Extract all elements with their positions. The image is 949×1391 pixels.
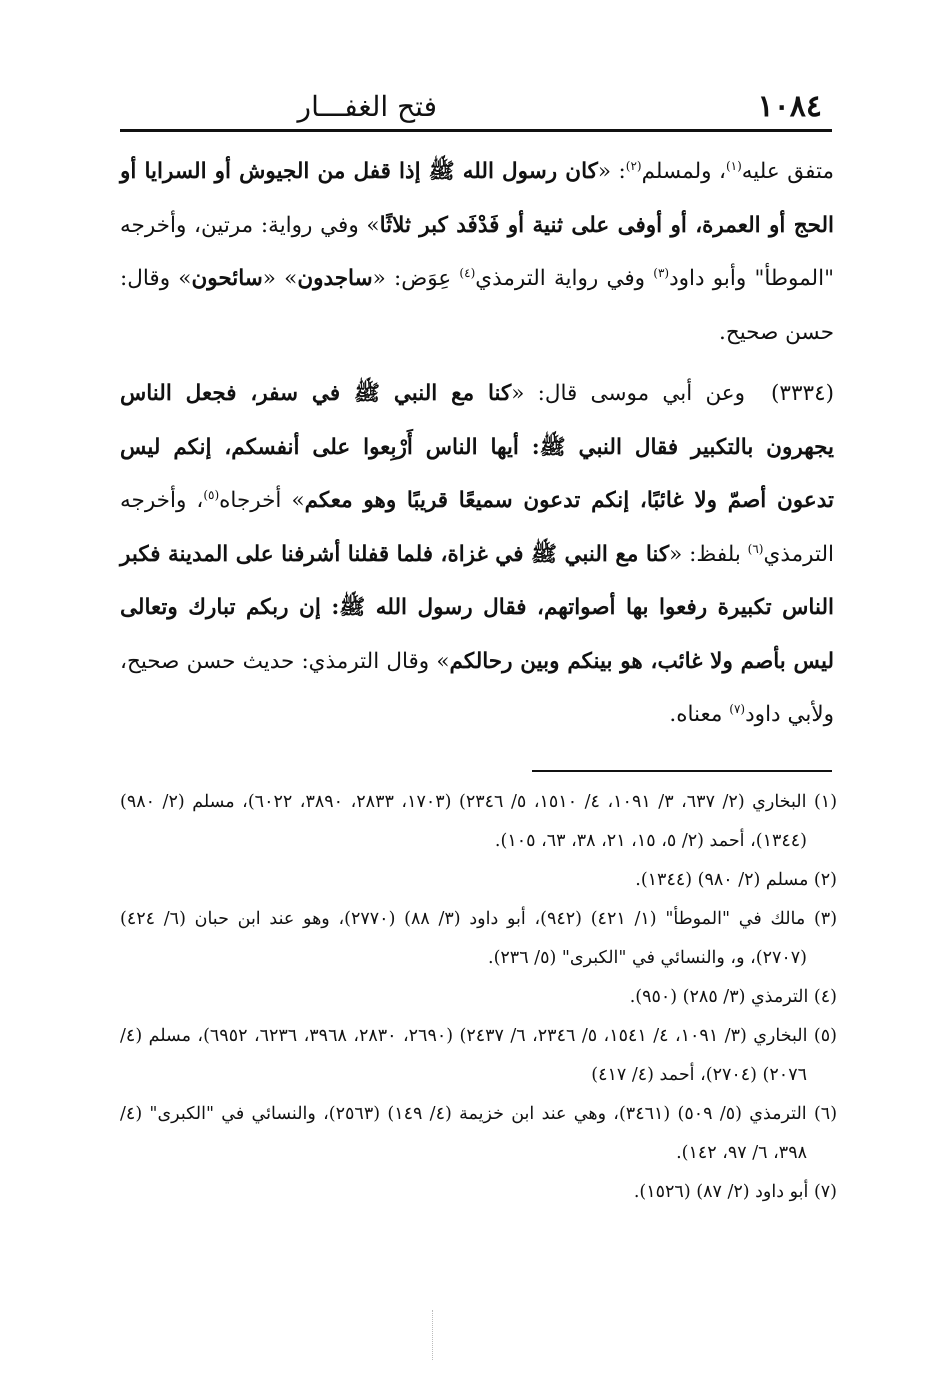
footnote-ref: (٢) xyxy=(625,158,642,173)
hadith-text: كان رسول الله ﷺ إذا قفل من الجيوش أو السرايا أو الحج أو العمرة، أو أوفى على ثنية أو فَدْفَد كبر ثلاثًا xyxy=(120,159,834,238)
footnote-4: (٤) الترمذي (٣/ ٢٨٥) (٩٥٠). xyxy=(629,987,837,1007)
text-segment: متفق عليه xyxy=(741,159,835,184)
hadith-text: كنا مع النبي ﷺ في سفر، فجعل الناس يجهرون بالتكبير فقال النبي ﷺ: أيها الناس أَرْبِعوا على أنفسكم، إنكم ليس تدعون أصمّ ولا غائبًا، إنكم تدعون سميعًا قريبًا وهو معكم xyxy=(120,381,834,513)
footnote-ref: (٦) xyxy=(747,541,764,556)
hadith-text: كنا مع النبي ﷺ في غزاة، فلما قفلنا أشرفنا على المدينة فكبر الناس تكبيرة رفعوا بها أصواتهم، فقال رسول الله ﷺ: إن ربكم تبارك وتعالى ليس بأصم ولا غائب، هو بينكم وبين رحالكم xyxy=(120,541,835,674)
hadith-text: ساجدون xyxy=(297,266,373,291)
footnote-1: (١) البخاري (٢/ ٦٣٧، ٣/ ١٠٩١، ٤/ ١٥١٠، ٥/ ٢٣٤٦) (١٧٠٣، ٢٨٣٣، ٣٨٩٠، ٦٠٢٢)، مسلم (٢/ ٩٨٠) (١٣٤٤)، أحمد (٢/ ٥، ١٥، ٢١، ٣٨، ٦٣، ١٠٥). xyxy=(120,792,838,851)
text-segment: وعن أبي موسى قال: « xyxy=(511,381,746,406)
hadith-text: سائحون xyxy=(191,266,263,291)
text-segment: بلفظ: « xyxy=(669,541,748,567)
text-segment: » وقال الترمذي: حديث حسن صحيح، ولأبي داود xyxy=(120,648,834,727)
footnote-ref: (١) xyxy=(725,158,742,173)
text-segment: : « xyxy=(597,159,626,184)
footnote-6: (٦) الترمذي (٥/ ٥٠٩) (٣٤٦١)، وهي عند ابن خزيمة (٤/ ١٤٩) (٢٥٦٣)، والنسائي في "الكبرى" (٤/ ٣٩٨، ٦/ ٩٧، ١٤٢). xyxy=(120,1104,838,1163)
page-number: ١٠٨٤ xyxy=(757,89,822,124)
footnote-3: (٣) مالك في "الموطأ" (١/ ٤٢١) (٩٤٢)، أبو داود (٣/ ٨٨) (٢٧٧٠)، وهو عند ابن حبان (٦/ ٤٢٤) (٢٧٠٧)، و، والنسائي في "الكبرى" (٥/ ٢٣٦). xyxy=(120,909,838,968)
footnotes xyxy=(120,783,837,1212)
footnote-separator xyxy=(532,770,832,772)
scan-edge-mark xyxy=(432,1310,434,1360)
text-segment: » وفي رواية: مرتين، وأخرجه "الموطأ" وأبو داود xyxy=(120,212,834,291)
footnote-ref: (٤) xyxy=(459,265,476,280)
text-segment: ، وأخرجه الترمذي xyxy=(120,488,834,567)
text-segment: ، ولمسلم xyxy=(641,159,726,184)
page-header xyxy=(120,88,832,128)
footnote-2: (٢) مسلم (٢/ ٩٨٠) (١٣٤٤). xyxy=(635,870,837,890)
running-title: فتح الغفـــار xyxy=(297,90,437,123)
header-rule xyxy=(120,129,832,132)
text-segment: » أخرجاه xyxy=(219,488,305,513)
footnote-7: (٧) أبو داود (٢/ ٨٧) (١٥٢٦). xyxy=(633,1182,837,1202)
paragraph-hadith-continued xyxy=(120,145,834,359)
paragraph-hadith-3334 xyxy=(120,367,834,742)
footnote-ref: (٣) xyxy=(653,265,670,280)
hadith-number: (٣٣٣٤) xyxy=(771,381,835,406)
main-text xyxy=(120,145,834,742)
text-segment: عِوَض: « xyxy=(372,266,460,291)
footnote-ref: (٥) xyxy=(203,487,220,502)
footnote-ref: (٧) xyxy=(729,701,746,716)
text-segment: وفي رواية الترمذي xyxy=(475,266,654,291)
footnote-5: (٥) البخاري (٣/ ١٠٩١، ٤/ ١٥٤١، ٥/ ٢٣٤٦، ٦/ ٢٤٣٧) (٢٦٩٠، ٢٨٣٠، ٣٩٦٨، ٦٢٣٦، ٦٩٥٢)، مسلم (٤/ ٢٠٧٦) (٢٧٠٤)، أحمد (٤/ ٤١٧) xyxy=(120,1026,837,1085)
text-segment: » وقال: حسن صحيح. xyxy=(120,266,834,345)
text-segment: » « xyxy=(262,266,298,291)
text-segment: معناه. xyxy=(669,702,730,727)
